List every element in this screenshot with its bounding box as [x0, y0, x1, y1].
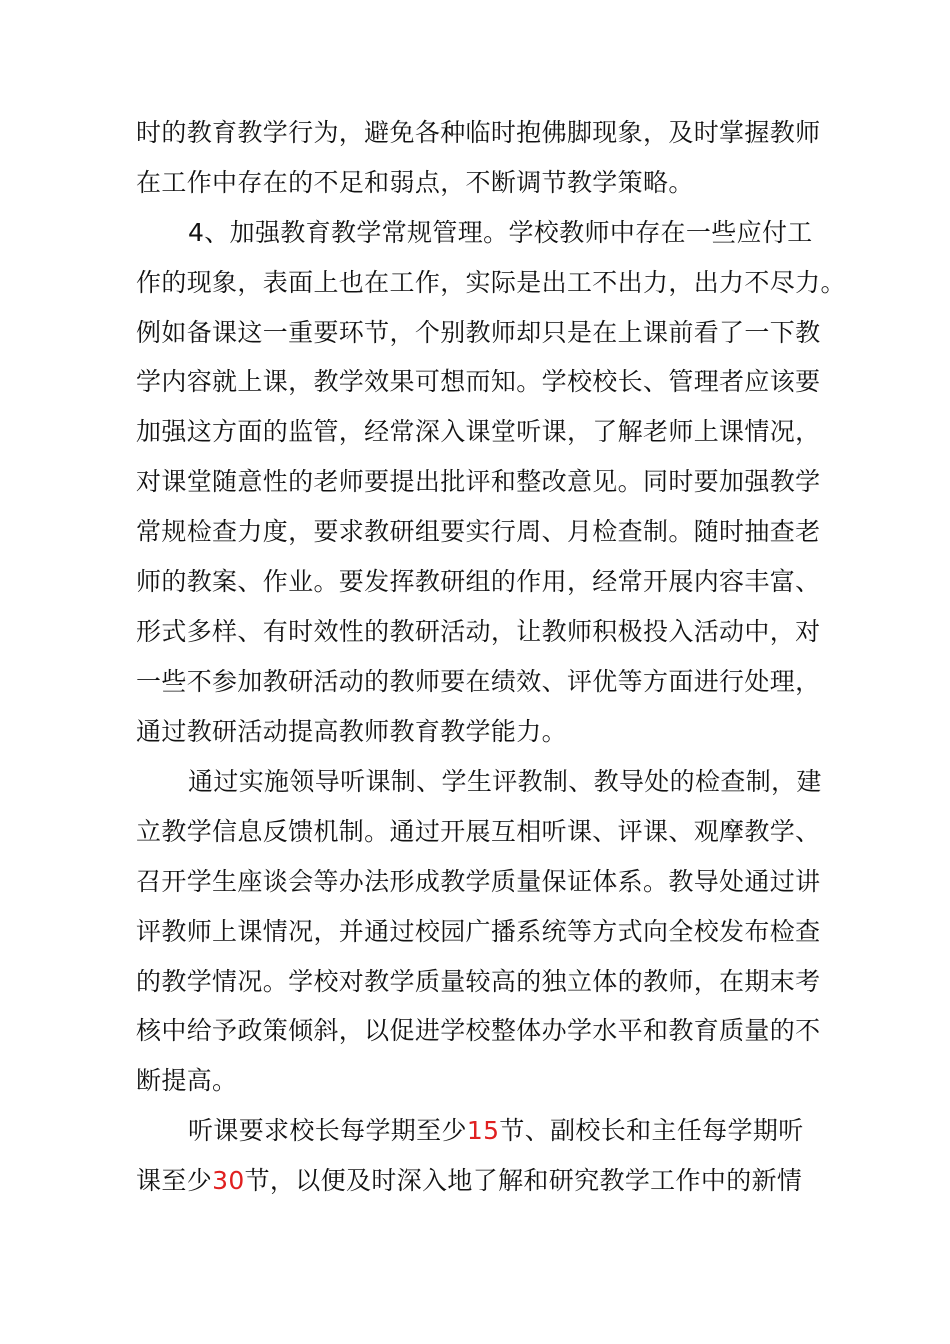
text-line	[136, 1166, 836, 1196]
text-line: 核中给予政策倾斜，以促进学校整体办学水平和教育质量的不	[136, 1016, 821, 1045]
text-line: 断提高。	[136, 1066, 238, 1095]
text-line: 形式多样、有时效性的教研活动，让教师积极投入活动中，对	[136, 617, 821, 646]
text-line: 师的教案、作业。要发挥教研组的作用，经常开展内容丰富、	[136, 567, 821, 596]
text-segment: 课至少	[136, 1166, 213, 1195]
text-line: 4、加强教育教学常规管理。学校教师中存在一些应付工	[188, 218, 813, 247]
text-line: 作的现象，表面上也在工作，实际是出工不出力，出力不尽力。	[136, 268, 846, 297]
text-line: 召开学生座谈会等办法形成教学质量保证体系。教导处通过讲	[136, 867, 821, 896]
text-line: 学内容就上课，教学效果可想而知。学校校长、管理者应该要	[136, 367, 821, 396]
text-line: 时的教育教学行为，避免各种临时抱佛脚现象，及时掌握教师	[136, 118, 821, 147]
text-line	[188, 1116, 888, 1146]
text-line: 的教学情况。学校对教学质量较高的独立体的教师，在期末考	[136, 967, 821, 996]
text-line: 常规检查力度，要求教研组要实行周、月检查制。随时抽查老	[136, 517, 821, 546]
text-line: 通过教研活动提高教师教育教学能力。	[136, 717, 567, 746]
text-line: 对课堂随意性的老师要提出批评和整改意见。同时要加强教学	[136, 467, 821, 496]
text-line: 在工作中存在的不足和弱点，不断调节教学策略。	[136, 168, 694, 197]
highlighted-number: 30	[212, 1166, 245, 1195]
text-segment: 节、副校长和主任每学期听	[499, 1116, 804, 1145]
text-line: 立教学信息反馈机制。通过开展互相听课、评课、观摩教学、	[136, 817, 821, 846]
text-segment: 听课要求校长每学期至少	[188, 1116, 467, 1145]
text-line: 例如备课这一重要环节，个别教师却只是在上课前看了一下教	[136, 318, 821, 347]
text-segment: 节，以便及时深入地了解和研究教学工作中的新情	[244, 1166, 803, 1195]
highlighted-number: 15	[466, 1116, 500, 1145]
text-line: 一些不参加教研活动的教师要在绩效、评优等方面进行处理，	[136, 667, 821, 696]
text-line: 通过实施领导听课制、学生评教制、教导处的检查制，建	[188, 767, 822, 796]
text-line: 加强这方面的监管，经常深入课堂听课，了解老师上课情况，	[136, 417, 821, 446]
text-line: 评教师上课情况，并通过校园广播系统等方式向全校发布检查	[136, 917, 821, 946]
